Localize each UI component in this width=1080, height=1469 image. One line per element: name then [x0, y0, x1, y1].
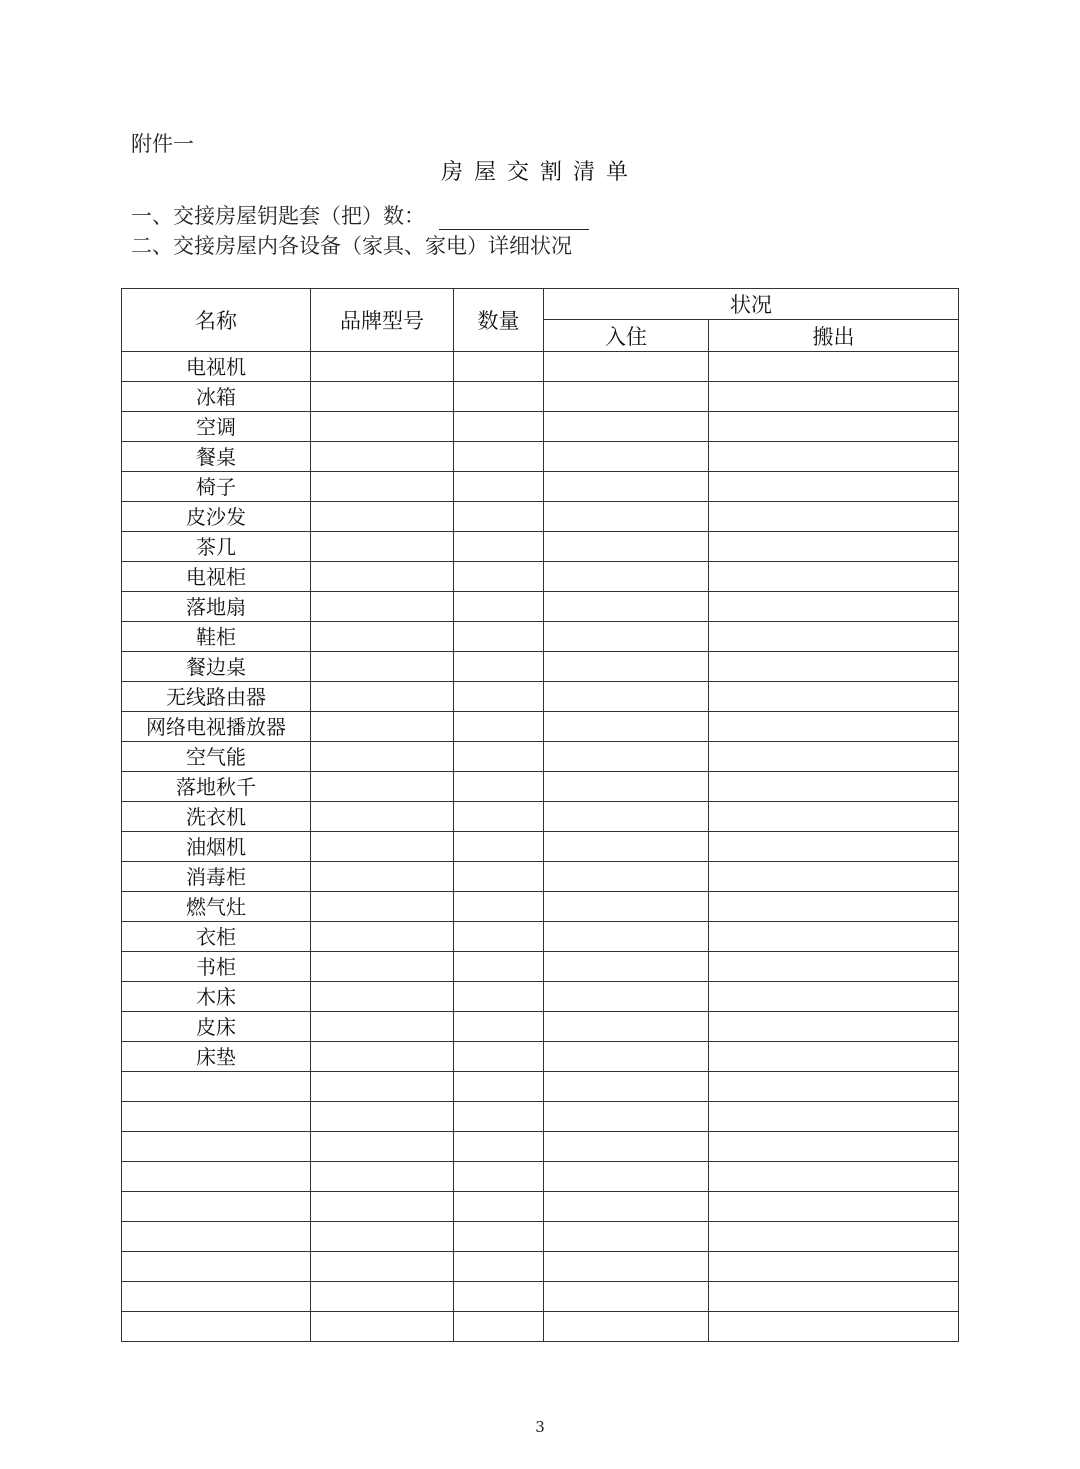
- cell-move-in[interactable]: [544, 1132, 709, 1162]
- cell-brand-model[interactable]: [311, 742, 454, 772]
- table-row: [122, 1102, 959, 1132]
- cell-move-out[interactable]: [709, 922, 959, 952]
- cell-quantity[interactable]: [454, 1012, 544, 1042]
- page-number: 3: [535, 1418, 545, 1436]
- item-name-cell: 冰箱: [122, 382, 311, 412]
- cell-quantity[interactable]: [454, 1102, 544, 1132]
- cell-brand-model[interactable]: [311, 1132, 454, 1162]
- item-name-cell: 餐边桌: [122, 652, 311, 682]
- header-row-top: [122, 289, 959, 320]
- cell-move-in[interactable]: [544, 1012, 709, 1042]
- cell-quantity[interactable]: [454, 532, 544, 562]
- item-name-cell: 网络电视播放器: [122, 712, 311, 742]
- cell-quantity[interactable]: [454, 652, 544, 682]
- cell-move-in[interactable]: [544, 622, 709, 652]
- cell-move-in[interactable]: [544, 832, 709, 862]
- cell-quantity[interactable]: [454, 502, 544, 532]
- cell-move-out[interactable]: [709, 622, 959, 652]
- item-name-cell: 衣柜: [122, 922, 311, 952]
- table-row: [122, 802, 959, 832]
- cell-move-out[interactable]: [709, 1282, 959, 1312]
- cell-move-in[interactable]: [544, 892, 709, 922]
- cell-quantity[interactable]: [454, 472, 544, 502]
- cell-quantity[interactable]: [454, 772, 544, 802]
- cell-move-out[interactable]: [709, 892, 959, 922]
- cell-brand-model[interactable]: [311, 1102, 454, 1132]
- item-name-cell: 落地扇: [122, 592, 311, 622]
- cell-move-out[interactable]: [709, 1042, 959, 1072]
- cell-move-out[interactable]: [709, 412, 959, 442]
- table-row: [122, 982, 959, 1012]
- cell-brand-model[interactable]: [311, 1072, 454, 1102]
- item-name-cell: [122, 1252, 311, 1282]
- cell-move-out[interactable]: [709, 382, 959, 412]
- cell-brand-model[interactable]: [311, 1012, 454, 1042]
- cell-move-out[interactable]: [709, 472, 959, 502]
- cell-move-out[interactable]: [709, 1312, 959, 1342]
- cell-move-in[interactable]: [544, 1192, 709, 1222]
- table-row: [122, 622, 959, 652]
- cell-move-in[interactable]: [544, 712, 709, 742]
- cell-move-out[interactable]: [709, 1132, 959, 1162]
- table-row: [122, 682, 959, 712]
- cell-quantity[interactable]: [454, 1222, 544, 1252]
- table-row: [122, 1012, 959, 1042]
- cell-quantity[interactable]: [454, 1132, 544, 1162]
- cell-move-in[interactable]: [544, 442, 709, 472]
- item-name-cell: 茶几: [122, 532, 311, 562]
- table-row: [122, 1252, 959, 1282]
- item-name-cell: 木床: [122, 982, 311, 1012]
- cell-move-out[interactable]: [709, 442, 959, 472]
- item-name-cell: 燃气灶: [122, 892, 311, 922]
- cell-quantity[interactable]: [454, 832, 544, 862]
- cell-brand-model[interactable]: [311, 1042, 454, 1072]
- cell-move-out[interactable]: [709, 502, 959, 532]
- table-row: [122, 592, 959, 622]
- header-status: 状况: [544, 289, 959, 320]
- cell-move-in[interactable]: [544, 982, 709, 1012]
- table-row: [122, 892, 959, 922]
- cell-brand-model[interactable]: [311, 652, 454, 682]
- item-name-cell: 皮沙发: [122, 502, 311, 532]
- cell-move-in[interactable]: [544, 1222, 709, 1252]
- cell-move-out[interactable]: [709, 1162, 959, 1192]
- item-name-cell: [122, 1072, 311, 1102]
- header-brand-model: 品牌型号: [311, 289, 454, 352]
- item-name-cell: 落地秋千: [122, 772, 311, 802]
- item-name-cell: 椅子: [122, 472, 311, 502]
- item-name-cell: [122, 1102, 311, 1132]
- cell-quantity[interactable]: [454, 1192, 544, 1222]
- item-name-cell: 油烟机: [122, 832, 311, 862]
- cell-move-out[interactable]: [709, 562, 959, 592]
- cell-quantity[interactable]: [454, 562, 544, 592]
- header-move-out: 搬出: [709, 320, 959, 352]
- cell-quantity[interactable]: [454, 412, 544, 442]
- cell-move-in[interactable]: [544, 472, 709, 502]
- table-row: [122, 862, 959, 892]
- table-row: [122, 772, 959, 802]
- cell-quantity[interactable]: [454, 682, 544, 712]
- equipment-status-heading: 二、交接房屋内各设备（家具、家电）详细状况: [131, 234, 572, 258]
- cell-move-out[interactable]: [709, 682, 959, 712]
- table-row: [122, 1042, 959, 1072]
- cell-move-out[interactable]: [709, 742, 959, 772]
- table-row: [122, 562, 959, 592]
- cell-move-out[interactable]: [709, 1222, 959, 1252]
- table-row: [122, 412, 959, 442]
- cell-brand-model[interactable]: [311, 502, 454, 532]
- item-name-cell: [122, 1162, 311, 1192]
- item-name-cell: 皮床: [122, 1012, 311, 1042]
- table-row: [122, 1162, 959, 1192]
- cell-brand-model[interactable]: [311, 1252, 454, 1282]
- cell-move-in[interactable]: [544, 1252, 709, 1282]
- cell-brand-model[interactable]: [311, 1162, 454, 1192]
- key-count-line: [131, 202, 589, 230]
- cell-quantity[interactable]: [454, 442, 544, 472]
- cell-move-out[interactable]: [709, 802, 959, 832]
- cell-brand-model[interactable]: [311, 802, 454, 832]
- cell-brand-model[interactable]: [311, 352, 454, 382]
- cell-move-out[interactable]: [709, 1072, 959, 1102]
- item-name-cell: 电视柜: [122, 562, 311, 592]
- table-row: [122, 1222, 959, 1252]
- cell-brand-model[interactable]: [311, 712, 454, 742]
- cell-quantity[interactable]: [454, 922, 544, 952]
- cell-move-in[interactable]: [544, 1072, 709, 1102]
- cell-quantity[interactable]: [454, 802, 544, 832]
- key-count-label: 一、交接房屋钥匙套（把）数：: [131, 204, 425, 228]
- cell-quantity[interactable]: [454, 1072, 544, 1102]
- table-row: [122, 712, 959, 742]
- cell-quantity[interactable]: [454, 1162, 544, 1192]
- cell-quantity[interactable]: [454, 352, 544, 382]
- cell-move-out[interactable]: [709, 1252, 959, 1282]
- cell-brand-model[interactable]: [311, 442, 454, 472]
- cell-move-out[interactable]: [709, 352, 959, 382]
- cell-move-out[interactable]: [709, 772, 959, 802]
- cell-move-in[interactable]: [544, 562, 709, 592]
- item-name-cell: [122, 1222, 311, 1252]
- table-row: [122, 532, 959, 562]
- cell-quantity[interactable]: [454, 622, 544, 652]
- table-row: [122, 1072, 959, 1102]
- cell-move-out[interactable]: [709, 532, 959, 562]
- cell-quantity[interactable]: [454, 952, 544, 982]
- cell-quantity[interactable]: [454, 1252, 544, 1282]
- item-name-cell: 空气能: [122, 742, 311, 772]
- item-name-cell: 鞋柜: [122, 622, 311, 652]
- cell-move-in[interactable]: [544, 862, 709, 892]
- key-count-blank[interactable]: [439, 205, 589, 230]
- cell-move-out[interactable]: [709, 952, 959, 982]
- item-name-cell: [122, 1312, 311, 1342]
- cell-move-out[interactable]: [709, 592, 959, 622]
- cell-quantity[interactable]: [454, 712, 544, 742]
- table-row: [122, 1192, 959, 1222]
- table-header: [122, 289, 959, 352]
- cell-brand-model[interactable]: [311, 592, 454, 622]
- cell-quantity[interactable]: [454, 1312, 544, 1342]
- cell-brand-model[interactable]: [311, 952, 454, 982]
- cell-brand-model[interactable]: [311, 1282, 454, 1312]
- cell-move-in[interactable]: [544, 502, 709, 532]
- cell-move-in[interactable]: [544, 1312, 709, 1342]
- cell-move-in[interactable]: [544, 382, 709, 412]
- document-title: 房屋交割清单: [440, 160, 639, 185]
- cell-brand-model[interactable]: [311, 622, 454, 652]
- cell-move-in[interactable]: [544, 412, 709, 442]
- item-name-cell: 餐桌: [122, 442, 311, 472]
- cell-brand-model[interactable]: [311, 982, 454, 1012]
- item-name-cell: [122, 1282, 311, 1312]
- table-row: [122, 382, 959, 412]
- item-name-cell: [122, 1132, 311, 1162]
- item-name-cell: 消毒柜: [122, 862, 311, 892]
- cell-move-out[interactable]: [709, 712, 959, 742]
- cell-quantity[interactable]: [454, 1042, 544, 1072]
- handover-inventory-table: [121, 288, 959, 1342]
- cell-quantity[interactable]: [454, 892, 544, 922]
- cell-quantity[interactable]: [454, 382, 544, 412]
- item-name-cell: 电视机: [122, 352, 311, 382]
- cell-move-in[interactable]: [544, 352, 709, 382]
- cell-move-out[interactable]: [709, 1102, 959, 1132]
- table-row: [122, 352, 959, 382]
- cell-move-out[interactable]: [709, 832, 959, 862]
- cell-move-in[interactable]: [544, 1282, 709, 1312]
- cell-quantity[interactable]: [454, 982, 544, 1012]
- table-body: [122, 352, 959, 1342]
- cell-brand-model[interactable]: [311, 772, 454, 802]
- header-quantity: 数量: [454, 289, 544, 352]
- table-row: [122, 652, 959, 682]
- cell-move-out[interactable]: [709, 982, 959, 1012]
- header-move-in: 入住: [544, 320, 709, 352]
- cell-move-in[interactable]: [544, 1042, 709, 1072]
- cell-quantity[interactable]: [454, 742, 544, 772]
- cell-brand-model[interactable]: [311, 1312, 454, 1342]
- item-name-cell: 无线路由器: [122, 682, 311, 712]
- table-row: [122, 922, 959, 952]
- cell-move-in[interactable]: [544, 1102, 709, 1132]
- item-name-cell: [122, 1192, 311, 1222]
- cell-move-in[interactable]: [544, 682, 709, 712]
- cell-quantity[interactable]: [454, 592, 544, 622]
- table-row: [122, 1282, 959, 1312]
- cell-move-in[interactable]: [544, 772, 709, 802]
- cell-brand-model[interactable]: [311, 1192, 454, 1222]
- table-row: [122, 742, 959, 772]
- cell-brand-model[interactable]: [311, 862, 454, 892]
- cell-brand-model[interactable]: [311, 472, 454, 502]
- cell-move-out[interactable]: [709, 652, 959, 682]
- item-name-cell: 洗衣机: [122, 802, 311, 832]
- cell-move-in[interactable]: [544, 952, 709, 982]
- attachment-label: 附件一: [131, 132, 194, 156]
- cell-brand-model[interactable]: [311, 892, 454, 922]
- table-row: [122, 1312, 959, 1342]
- cell-move-in[interactable]: [544, 1162, 709, 1192]
- cell-brand-model[interactable]: [311, 532, 454, 562]
- cell-brand-model[interactable]: [311, 922, 454, 952]
- cell-move-in[interactable]: [544, 922, 709, 952]
- cell-quantity[interactable]: [454, 862, 544, 892]
- table-row: [122, 952, 959, 982]
- table-row: [122, 442, 959, 472]
- item-name-cell: 书柜: [122, 952, 311, 982]
- cell-move-out[interactable]: [709, 862, 959, 892]
- cell-move-in[interactable]: [544, 532, 709, 562]
- cell-brand-model[interactable]: [311, 382, 454, 412]
- cell-quantity[interactable]: [454, 1282, 544, 1312]
- cell-brand-model[interactable]: [311, 832, 454, 862]
- header-name: 名称: [122, 289, 311, 352]
- cell-brand-model[interactable]: [311, 562, 454, 592]
- table-row: [122, 502, 959, 532]
- cell-move-in[interactable]: [544, 592, 709, 622]
- cell-move-in[interactable]: [544, 802, 709, 832]
- cell-move-out[interactable]: [709, 1012, 959, 1042]
- cell-brand-model[interactable]: [311, 412, 454, 442]
- item-name-cell: 床垫: [122, 1042, 311, 1072]
- cell-brand-model[interactable]: [311, 1222, 454, 1252]
- cell-move-in[interactable]: [544, 742, 709, 772]
- table-row: [122, 472, 959, 502]
- cell-brand-model[interactable]: [311, 682, 454, 712]
- cell-move-in[interactable]: [544, 652, 709, 682]
- table-row: [122, 832, 959, 862]
- cell-move-out[interactable]: [709, 1192, 959, 1222]
- item-name-cell: 空调: [122, 412, 311, 442]
- table-row: [122, 1132, 959, 1162]
